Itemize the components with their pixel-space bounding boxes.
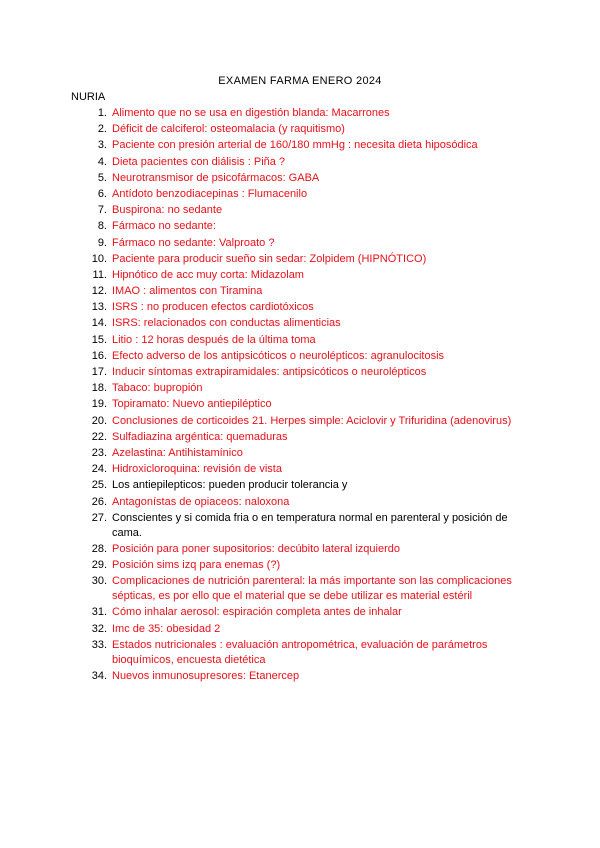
item-text: Posición sims izq para enemas (?)	[112, 559, 281, 572]
item-text: Tabaco: bupropión	[112, 382, 203, 395]
item-number: 25.	[91, 479, 107, 492]
item-number: 5.	[97, 171, 107, 184]
item-text: ISRS : no producen efectos cardiotóxicos	[112, 301, 314, 314]
list-item	[71, 511, 531, 541]
list-item	[71, 219, 531, 234]
item-text: Nuevos inmunosupresores: Etanercep	[112, 670, 300, 682]
list-item	[71, 365, 531, 380]
item-number: 19.	[91, 398, 107, 411]
item-number: 13.	[91, 301, 107, 314]
item-text: Estados nutricionales : evaluación antropométrica, evaluación de parámetros bioquímicos, encuesta dietética	[112, 638, 488, 666]
item-number: 10.	[91, 252, 107, 265]
item-number: 9.	[97, 236, 107, 249]
list-item	[71, 430, 531, 445]
list-item	[71, 138, 531, 153]
item-text: Alimento que no se usa en digestión blanda: Macarrones	[112, 107, 390, 119]
item-text: IMAO : alimentos con Tiramina	[112, 285, 263, 298]
question-list	[71, 106, 531, 685]
item-text: Fármaco no sedante:	[112, 220, 216, 233]
item-number: 15.	[91, 333, 107, 346]
list-item	[71, 669, 531, 684]
item-text: Litio : 12 horas después de la última toma	[112, 333, 316, 346]
item-text: Dieta pacientes con diálisis : Piña ?	[112, 155, 286, 168]
item-number: 4.	[97, 155, 107, 168]
list-item	[71, 478, 531, 493]
list-item	[71, 316, 531, 331]
list-item	[71, 605, 531, 620]
item-text: Imc de 35: obesidad 2	[112, 622, 221, 635]
item-number: 11.	[92, 268, 107, 281]
list-item	[71, 333, 531, 348]
list-item	[71, 622, 531, 637]
list-item	[71, 381, 531, 396]
item-text: Neurotransmisor de psicofármacos: GABA	[112, 171, 320, 184]
item-number: 32.	[91, 622, 107, 635]
document-title: EXAMEN FARMA ENERO 2024	[218, 75, 382, 87]
list-item	[71, 203, 531, 218]
item-text: Complicaciones de nutrición parenteral: la más importante son las complicaciones sépticas, es por ello que el material que se debe utilizar es material estéril	[112, 575, 512, 603]
list-item	[71, 462, 531, 477]
list-item	[71, 495, 531, 510]
item-text: Cómo inhalar aerosol: espiración completa antes de inhalar	[112, 606, 402, 619]
item-number: 23.	[91, 446, 107, 459]
item-number: 16.	[91, 349, 107, 362]
item-text: Antídoto benzodiacepinas : Flumacenilo	[112, 187, 308, 200]
list-item	[71, 236, 531, 251]
item-text: Déficit de calciferol: osteomalacia (y raquitismo)	[112, 123, 345, 136]
item-number: 34.	[91, 670, 107, 682]
list-item	[71, 268, 531, 283]
item-number: 26.	[91, 495, 107, 508]
item-number: 30.	[91, 575, 107, 588]
item-number: 14.	[91, 317, 107, 330]
item-text: Hipnótico de acc muy corta: Midazolam	[112, 268, 304, 281]
item-number: 33.	[91, 638, 107, 651]
list-item	[71, 574, 531, 604]
list-item	[71, 284, 531, 299]
item-number: 22.	[91, 430, 107, 443]
item-number: 2.	[97, 123, 107, 136]
item-text: Sulfadiazina argéntica: quemaduras	[112, 430, 288, 443]
item-text: Antagonístas de opiaceos: naloxona	[112, 495, 290, 508]
list-item	[71, 349, 531, 364]
list-item	[71, 187, 531, 202]
item-text: Fármaco no sedante: Valproato ?	[112, 236, 275, 249]
item-text: Hidroxicloroquina: revisión de vista	[112, 463, 282, 476]
item-number: 28.	[91, 542, 107, 555]
list-item	[71, 155, 531, 170]
item-number: 31.	[91, 606, 107, 619]
item-text: Inducir síntomas extrapiramidales: antipsicóticos o neurolépticos	[112, 366, 427, 378]
list-item	[71, 122, 531, 137]
item-number: 12.	[91, 285, 107, 298]
item-number: 3.	[97, 139, 107, 152]
list-item	[71, 106, 531, 121]
item-number: 27.	[91, 511, 107, 524]
item-text: Paciente para producir sueño sin sedar: Zolpidem (HIPNÓTICO)	[112, 252, 427, 265]
item-number: 24.	[91, 463, 107, 476]
list-item	[71, 171, 531, 186]
item-text: ISRS: relacionados con conductas alimenticias	[112, 317, 341, 330]
list-item	[71, 300, 531, 315]
item-number: 1.	[97, 107, 107, 119]
item-number: 29.	[91, 559, 107, 572]
item-text: Buspirona: no sedante	[112, 204, 223, 217]
item-number: 17.	[91, 366, 107, 378]
item-number: 20.	[91, 414, 107, 427]
item-text: Posición para poner supositorios: decúbito lateral izquierdo	[112, 542, 401, 555]
list-item	[71, 638, 531, 668]
item-number: 18.	[91, 382, 107, 395]
item-text: Azelastina: Antihistamínico	[112, 446, 243, 459]
list-item	[71, 397, 531, 412]
item-number: 8.	[97, 220, 107, 233]
item-text: Conscientes y si comida fria o en temperatura normal en parenteral y posición de cama.	[112, 511, 508, 539]
item-number: 7.	[97, 204, 107, 217]
list-item	[71, 252, 531, 267]
list-item	[71, 446, 531, 461]
item-number: 6.	[97, 187, 107, 200]
list-item	[71, 414, 531, 429]
item-text: Paciente con presión arterial de 160/180 mmHg : necesita dieta hiposódica	[112, 139, 478, 152]
list-item	[71, 542, 531, 557]
item-text: Los antiepilepticos: pueden producir tolerancia y	[112, 479, 348, 492]
item-text: Efecto adverso de los antipsicóticos o neurolépticos: agranulocitosis	[112, 349, 445, 362]
item-text: Conclusiones de corticoides 21. Herpes simple: Aciclovir y Trifuridina (adenovirus)	[112, 414, 512, 427]
item-text: Topiramato: Nuevo antiepiléptico	[112, 398, 272, 411]
list-item	[71, 558, 531, 573]
section-heading: NURIA	[71, 91, 106, 103]
